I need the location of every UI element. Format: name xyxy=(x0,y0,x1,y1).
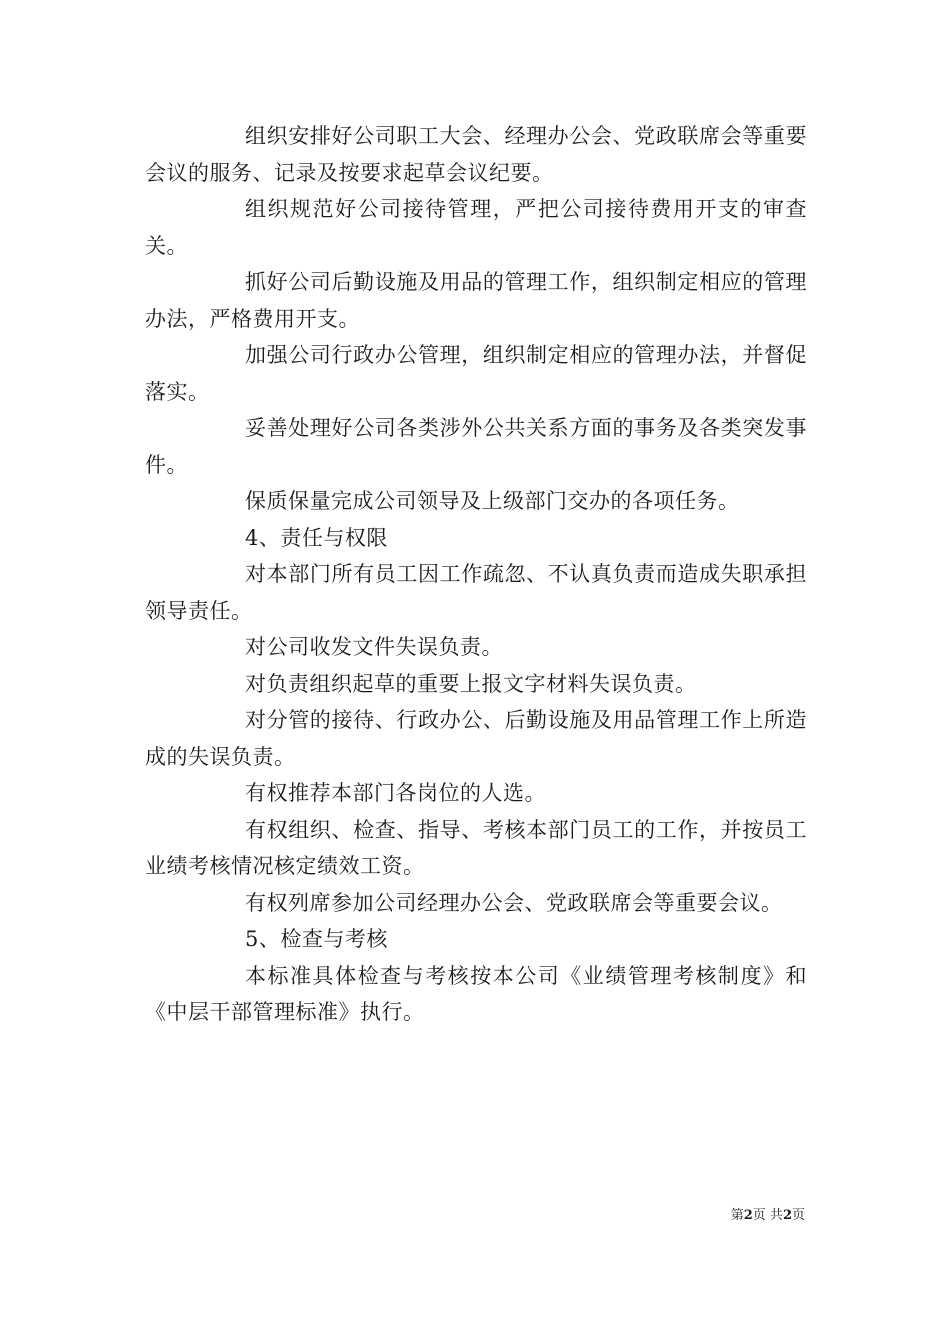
paragraph-reception-meetings: 组织安排好公司职工大会、经理办公会、党政联席会等重要会议的服务、记录及按要求起草会议纪要。 xyxy=(145,124,807,185)
paragraph-document-errors: 对公司收发文件失误负责。 xyxy=(245,635,503,659)
paragraph-staff-responsibility: 对本部门所有员工因工作疏忽、不认真负责而造成失职承担领导责任。 xyxy=(145,562,807,623)
paragraph-attend-meetings: 有权列席参加公司经理办公会、党政联席会等重要会议。 xyxy=(245,890,783,915)
footer-suffix: 页 xyxy=(791,1208,805,1223)
footer-prefix: 第 xyxy=(730,1208,744,1223)
paragraph-hospitality-management: 组织规范好公司接待管理，严把公司接待费用开支的审查关。 xyxy=(145,197,807,258)
page-footer xyxy=(731,1204,805,1223)
paragraph-report-errors: 对负责组织起草的重要上报文字材料失误负责。 xyxy=(245,671,697,696)
footer-middle: 页 共 xyxy=(752,1208,783,1223)
paragraph-inspection-standard: 本标准具体检查与考核按本公司《业绩管理考核制度》和《中层干部管理标准》执行。 xyxy=(145,963,807,1024)
paragraph-assess-staff: 有权组织、检查、指导、考核本部门员工的工作，并按员工业绩考核情况核定绩效工资。 xyxy=(145,817,807,878)
paragraph-recommend-candidates: 有权推荐本部门各岗位的人选。 xyxy=(245,781,546,805)
section-heading-inspection: 5、检查与考核 xyxy=(245,927,388,951)
document-body xyxy=(145,118,807,1031)
paragraph-assigned-tasks: 保质保量完成公司领导及上级部门交办的各项任务。 xyxy=(245,489,740,513)
paragraph-managed-work-errors: 对分管的接待、行政办公、后勤设施及用品管理工作上所造成的失误负责。 xyxy=(145,708,807,769)
footer-total-pages: 2 xyxy=(782,1208,792,1223)
footer-current-page: 2 xyxy=(743,1208,753,1223)
paragraph-public-relations: 妥善处理好公司各类涉外公共关系方面的事务及各类突发事件。 xyxy=(145,416,807,477)
section-heading-responsibility: 4、责任与权限 xyxy=(245,525,388,550)
paragraph-logistics-management: 抓好公司后勤设施及用品的管理工作，组织制定相应的管理办法，严格费用开支。 xyxy=(145,270,807,331)
paragraph-office-management: 加强公司行政办公管理，组织制定相应的管理办法，并督促落实。 xyxy=(145,343,807,404)
